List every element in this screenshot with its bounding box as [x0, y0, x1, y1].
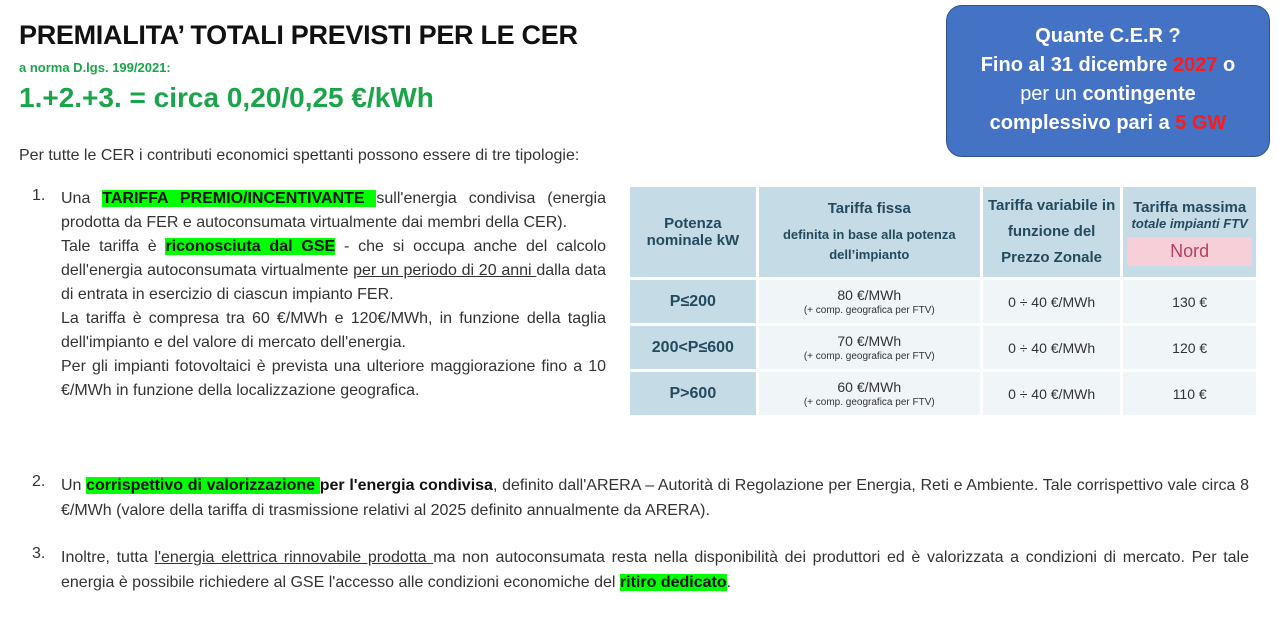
header-label: Tariffa fissa — [827, 199, 911, 217]
underlined-text: per un periodo di 20 anni — [353, 262, 537, 279]
highlight: TARIFFA PREMIO/INCENTIVANTE — [102, 190, 377, 207]
list-item-corrispettivo — [61, 473, 1249, 523]
cell-tariffa-variabile: 0 ÷ 40 €/MWh — [983, 326, 1121, 369]
text: Tale tariffa è — [61, 238, 166, 255]
list-number: 2. — [32, 473, 46, 490]
paragraph: Per gli impianti fotovoltaici è prevista una ulteriore maggiorazione fino a 10 €/MWh in funzione della localizzazione geografica. — [61, 358, 606, 399]
header-label: Potenza nominale kW — [646, 215, 740, 249]
callout-text: Fino al 31 dicembre — [980, 54, 1173, 76]
text: Un — [61, 477, 87, 494]
cell-potenza: 200<P≤600 — [630, 326, 756, 369]
callout-text: complessivo pari a — [989, 112, 1176, 134]
list-item-ritiro — [61, 545, 1249, 595]
cell-tariffa-fissa — [759, 280, 980, 323]
text: Una — [61, 190, 103, 207]
list-number: 3. — [32, 545, 46, 562]
cell-value: 80 €/MWh — [837, 287, 902, 303]
list-number: 1. — [32, 187, 46, 204]
list-item-tariffa — [61, 187, 606, 403]
bold-text: per l'energia condivisa — [319, 477, 493, 494]
text: dalla data di entrata in esercizio di ciascun impianto FER. — [61, 262, 607, 303]
underlined-text: l'energia elettrica rinnovabile prodotta — [154, 549, 434, 566]
table-row — [630, 326, 1256, 369]
highlight: riconosciuta dal GSE — [165, 238, 336, 255]
header-label: Tariffa massima — [1133, 198, 1247, 216]
cell-potenza: P>600 — [630, 372, 756, 415]
tariff-table — [627, 184, 1259, 418]
paragraph: La tariffa è compresa tra 60 €/MWh e 120€/MWh, in funzione della taglia dell'impianto e del valore di mercato dell'energia. — [61, 310, 606, 351]
highlight: corrispettivo di valorizzazione — [86, 477, 320, 494]
cell-tariffa-variabile: 0 ÷ 40 €/MWh — [983, 372, 1121, 415]
text: - che si occupa anche del calcolo dell'energia autoconsumata virtualmente — [61, 238, 607, 279]
zone-tag: Nord — [1127, 237, 1252, 266]
page-title: PREMIALITA’ TOTALI PREVISTI PER LE CER — [19, 20, 578, 50]
cell-tariffa-massima: 130 € — [1123, 280, 1256, 323]
table-row — [630, 372, 1256, 415]
cell-value: 60 €/MWh — [837, 379, 902, 395]
cell-tariffa-fissa — [759, 326, 980, 369]
cell-note: (+ comp. geografica per FTV) — [803, 305, 935, 316]
text: , definito dall'ARERA – Autorità di Regolazione per Energia, Reti e Ambiente. Tale corrispettivo vale circa 8 €/MWh (valore della tariffa di trasmissione relativi al 2025 definito annualmente da ARERA). — [61, 477, 1249, 519]
cell-note: (+ comp. geografica per FTV) — [803, 397, 935, 408]
callout-text: o — [1217, 54, 1236, 76]
intro-text: Per tutte le CER i contributi economici spettanti possono essere di tre tipologie: — [19, 147, 580, 164]
text: ma non autoconsumata resta nella disponibilità dei produttori ed è valorizzata a condizioni di mercato. Per tale energia è possibile richiedere al GSE l'accesso alle condizioni economiche del — [61, 549, 1250, 591]
cell-note: (+ comp. geografica per FTV) — [803, 351, 935, 362]
highlight: ritiro dedicato — [619, 574, 727, 591]
cell-tariffa-massima: 120 € — [1123, 326, 1256, 369]
callout-year: 2027 — [1173, 54, 1218, 76]
text: . — [726, 574, 732, 591]
header-tariffa-fissa — [759, 187, 980, 277]
callout-text: contingente — [1082, 83, 1196, 105]
cell-tariffa-variabile: 0 ÷ 40 €/MWh — [983, 280, 1121, 323]
callout-box — [946, 5, 1270, 157]
text: sull'energia condivisa (energia prodotta da FER e autoconsumata virtualmente dai membri della CER). — [61, 190, 607, 231]
callout-line-1: Quante C.E.R ? — [1035, 25, 1181, 47]
table-row — [630, 280, 1256, 323]
callout-line-3 — [947, 80, 1269, 109]
header-sublabel: definita in base alla potenza dell’impianto — [782, 226, 956, 262]
cell-tariffa-massima: 110 € — [1123, 372, 1256, 415]
table-body — [630, 280, 1256, 415]
paragraph — [61, 187, 606, 235]
header-tariffa-massima — [1123, 187, 1256, 277]
page-subtitle: a norma D.lgs. 199/2021: — [19, 60, 171, 75]
callout-line-2 — [947, 51, 1269, 80]
callout-line-4 — [947, 109, 1269, 138]
cell-value: 70 €/MWh — [837, 333, 902, 349]
header-label: Tariffa variabile in funzione del Prezzo Zonale — [987, 197, 1116, 266]
cell-potenza: P≤200 — [630, 280, 756, 323]
header-tariffa-variabile — [983, 187, 1121, 277]
paragraph — [61, 235, 606, 307]
header-potenza — [630, 187, 756, 277]
callout-capacity: 5 GW — [1175, 112, 1227, 134]
cell-tariffa-fissa — [759, 372, 980, 415]
formula-heading: 1.+2.+3. = circa 0,20/0,25 €/kWh — [19, 82, 434, 113]
header-sublabel: totale impianti FTV — [1131, 215, 1248, 231]
callout-text: per un — [1020, 83, 1083, 105]
text: Inoltre, tutta — [61, 549, 155, 566]
